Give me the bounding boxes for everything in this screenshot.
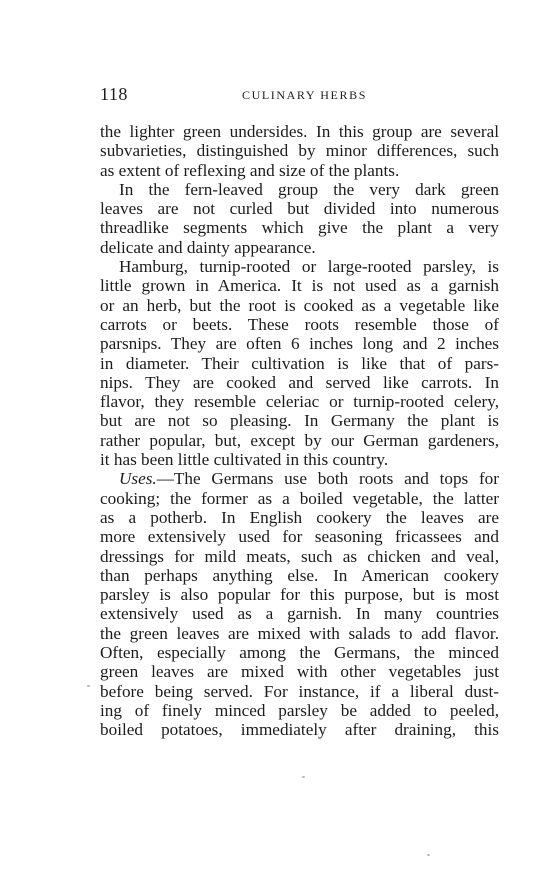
- text-line: as a potherb. In English cookery the leaves are: [100, 507, 499, 527]
- text-line: cooking; the former as a boiled vegetable, the latter: [100, 488, 499, 508]
- text-line: delicate and dainty appearance.: [100, 237, 316, 257]
- uses-heading: Uses.: [119, 469, 157, 489]
- text-line: leaves are not curled but divided into numerous: [100, 199, 499, 219]
- text-line: rather popular, but, except by our German gardeners,: [100, 430, 499, 450]
- text-line: parsnips. They are often 6 inches long and 2 inches: [100, 334, 499, 354]
- text-line: In the fern-leaved group the very dark green: [119, 179, 499, 199]
- text-line: nips. They are cooked and served like carrots. In: [100, 372, 499, 392]
- text-line: but are not so pleasing. In Germany the plant is: [100, 411, 499, 431]
- ink-speck: [302, 776, 305, 778]
- text-line: carrots or beets. These roots resemble those of: [100, 314, 499, 334]
- text-line: Often, especially among the Germans, the minced: [100, 643, 499, 663]
- running-head: [100, 84, 500, 106]
- text-line: green leaves are mixed with other vegetables just: [100, 662, 499, 682]
- text-line: it has been little cultivated in this country.: [100, 450, 389, 470]
- text-line: or an herb, but the root is cooked as a vegetable like: [100, 295, 499, 315]
- text-line: little grown in America. It is not used as a garnish: [100, 276, 499, 296]
- body-text: [100, 122, 499, 740]
- text-line: the green leaves are mixed with salads to add flavor.: [100, 623, 499, 643]
- text-line: extensively used as a garnish. In many countries: [100, 604, 499, 624]
- text-line: dressings for mild meats, such as chicken and veal,: [100, 546, 499, 566]
- text-line: parsley is also popular for this purpose, but is most: [100, 585, 499, 605]
- text-line: boiled potatoes, immediately after draining, this: [100, 720, 499, 740]
- text-line: the lighter green undersides. In this group are several: [100, 122, 499, 141]
- text-line-uses: [100, 469, 499, 488]
- text-line: Hamburg, turnip-rooted or large-rooted parsley, is: [119, 257, 499, 277]
- text-line: flavor, they resemble celeriac or turnip-rooted celery,: [100, 392, 499, 412]
- running-title: CULINARY HERBS: [242, 88, 367, 102]
- text-line: subvarieties, distinguished by minor differences, such: [100, 141, 499, 161]
- text-line: threadlike segments which give the plant a very: [100, 218, 499, 238]
- ink-speck: [427, 854, 430, 856]
- text-line: than perhaps anything else. In American cookery: [100, 565, 499, 585]
- text-line: as extent of reflexing and size of the plants.: [100, 160, 400, 180]
- text-line: in diameter. Their cultivation is like that of pars-: [100, 353, 499, 373]
- uses-text: —The Germans use both roots and tops for: [156, 469, 499, 489]
- page-number: 118: [100, 84, 128, 104]
- ink-speck: [87, 685, 90, 687]
- text-line: more extensively used for seasoning fricassees and: [100, 527, 499, 547]
- text-line: ing of finely minced parsley be added to peeled,: [100, 700, 499, 720]
- text-line: before being served. For instance, if a liberal dust-: [100, 681, 499, 701]
